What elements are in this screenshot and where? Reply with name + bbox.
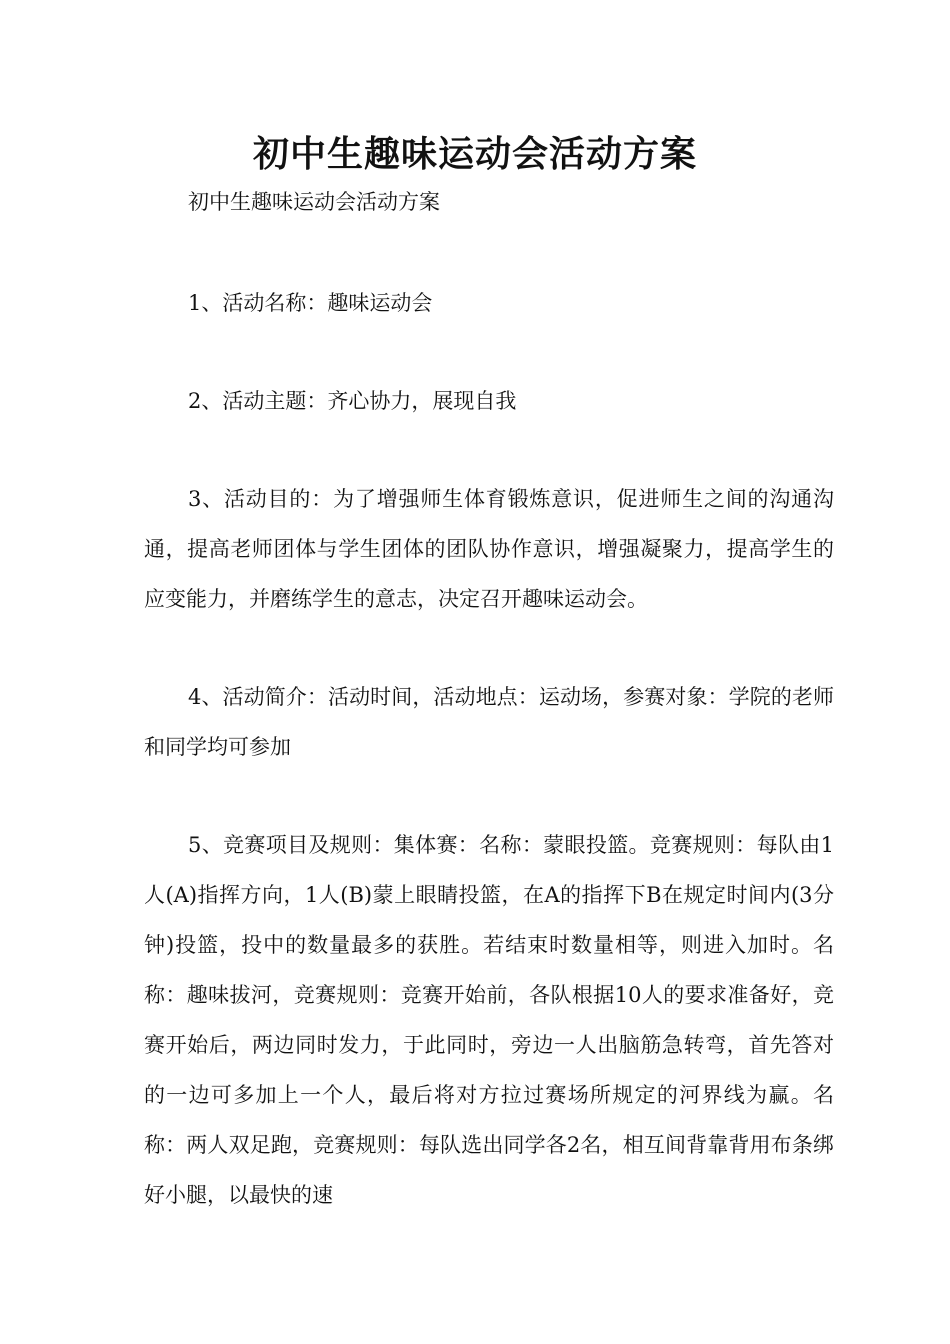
paragraph-activity-theme: 2、活动主题：齐心协力，展现自我 [188, 389, 517, 413]
document-title: 初中生趣味运动会活动方案 [252, 133, 697, 175]
document-subtitle: 初中生趣味运动会活动方案 [188, 190, 440, 214]
paragraph-activity-name: 1、活动名称：趣味运动会 [188, 291, 433, 315]
paragraph-activity-intro: 4、活动简介：活动时间，活动地点：运动场，参赛对象：学院的老师和同学均可参加 [144, 685, 834, 759]
paragraph-activity-purpose: 3、活动目的：为了增强师生体育锻炼意识，促进师生之间的沟通沟通，提高老师团体与学生团体的团队协作意识，增强凝聚力，提高学生的应变能力，并磨练学生的意志，决定召开趣味运动会。 [144, 487, 834, 611]
paragraph-competition-rules: 5、竞赛项目及规则：集体赛：名称：蒙眼投篮。竞赛规则：每队由1人(A)指挥方向，1人(B)蒙上眼睛投篮，在A的指挥下B在规定时间内(3分钟)投篮，投中的数量最多的获胜。若结束时数量相等，则进入加时。名称：趣味拔河，竞赛规则：竞赛开始前，各队根据10人的要求准备好，竞赛开始后，两边同时发力，于此同时，旁边一人出脑筋急转弯，首先答对的一边可多加上一个人，最后将对方拉过赛场所规定的河界线为赢。名称：两人双足跑，竞赛规则：每队选出同学各2名，相互间背靠背用布条绑好小腿，以最快的速 [144, 833, 834, 1207]
